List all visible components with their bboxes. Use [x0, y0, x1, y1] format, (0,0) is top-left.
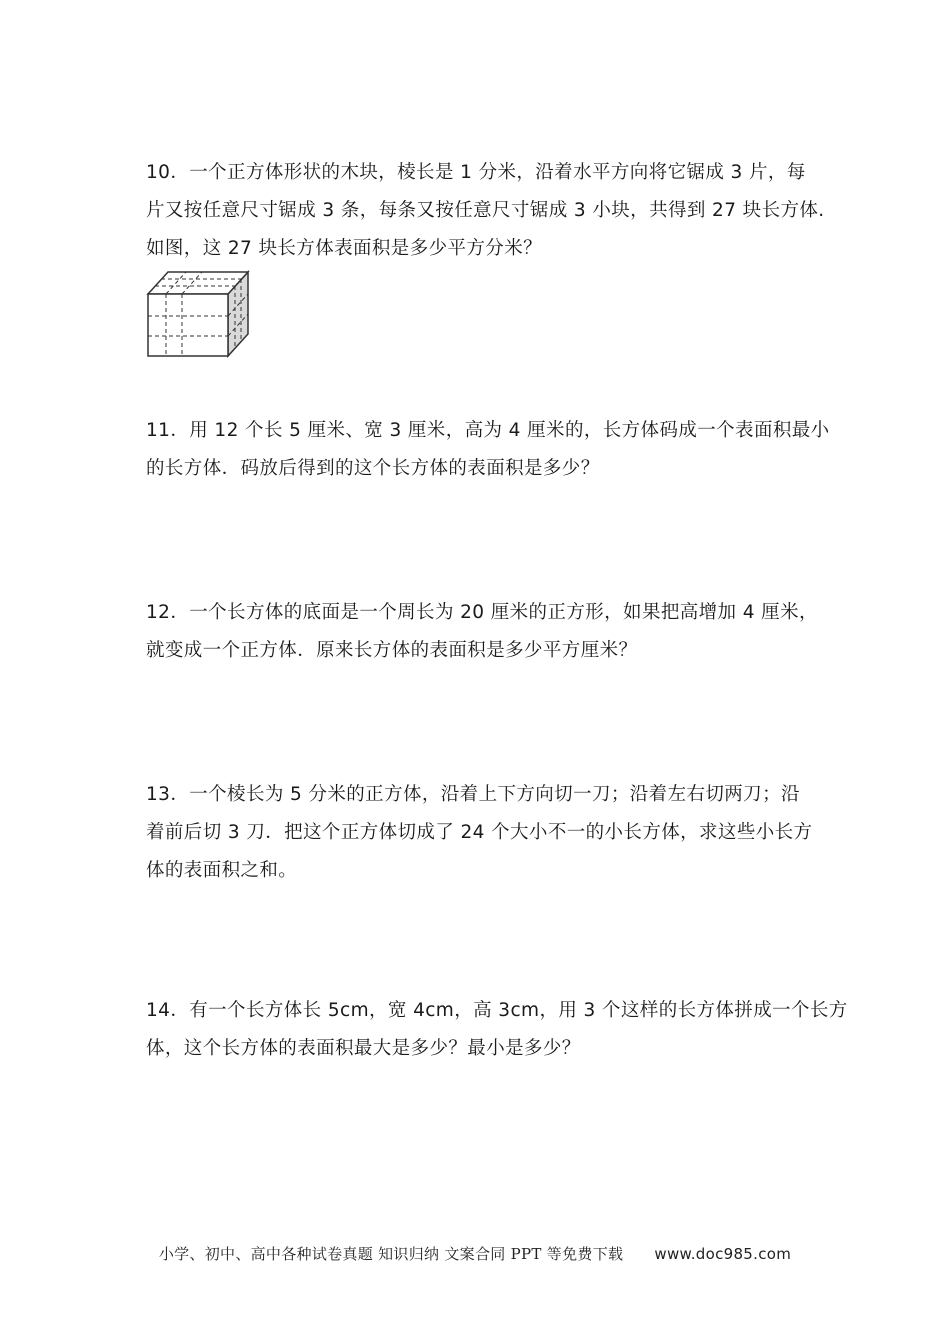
question-13 — [146, 776, 813, 890]
question-line: 体的表面积之和。 — [146, 860, 298, 881]
question-line: 着前后切 3 刀．把这个正方体切成了 24 个大小不一的小长方体，求这些小长方 — [146, 822, 813, 843]
question-line: 14．有一个长方体长 5cm，宽 4cm，高 3cm，用 3 个这样的长方体拼成一个长方 — [146, 1000, 848, 1021]
question-line: 10．一个正方体形状的木块，棱长是 1 分米，沿着水平方向将它锯成 3 片，每 — [146, 162, 806, 183]
question-line: 13．一个棱长为 5 分米的正方体，沿着上下方向切一刀；沿着左右切两刀；沿 — [146, 784, 800, 805]
question-line: 片又按任意尺寸锯成 3 条，每条又按任意尺寸锯成 3 小块，共得到 27 块长方体. — [146, 200, 825, 221]
question-line: 的长方体．码放后得到的这个长方体的表面积是多少？ — [146, 458, 600, 479]
page-footer — [0, 1243, 950, 1264]
question-10 — [146, 154, 825, 268]
question-11 — [146, 412, 830, 488]
question-line: 就变成一个正方体．原来长方体的表面积是多少平方厘米？ — [146, 640, 638, 661]
question-line: 11．用 12 个长 5 厘米、宽 3 厘米，高为 4 厘米的，长方体码成一个表面积最小 — [146, 420, 830, 441]
cut-cube-figure — [144, 268, 268, 362]
footer-text: 小学、初中、高中各种试卷真题 知识归纳 文案合同 PPT 等免费下载 — [158, 1245, 624, 1263]
cube-front-face — [148, 294, 228, 356]
question-line: 12．一个长方体的底面是一个周长为 20 厘米的正方形，如果把高增加 4 厘米， — [146, 602, 818, 623]
question-line: 体，这个长方体的表面积最大是多少？最小是多少？ — [146, 1038, 581, 1059]
question-14 — [146, 992, 848, 1068]
question-line: 如图，这 27 块长方体表面积是多少平方分米？ — [146, 238, 543, 259]
footer-url: www.doc985.com — [654, 1245, 792, 1263]
question-12 — [146, 594, 818, 670]
